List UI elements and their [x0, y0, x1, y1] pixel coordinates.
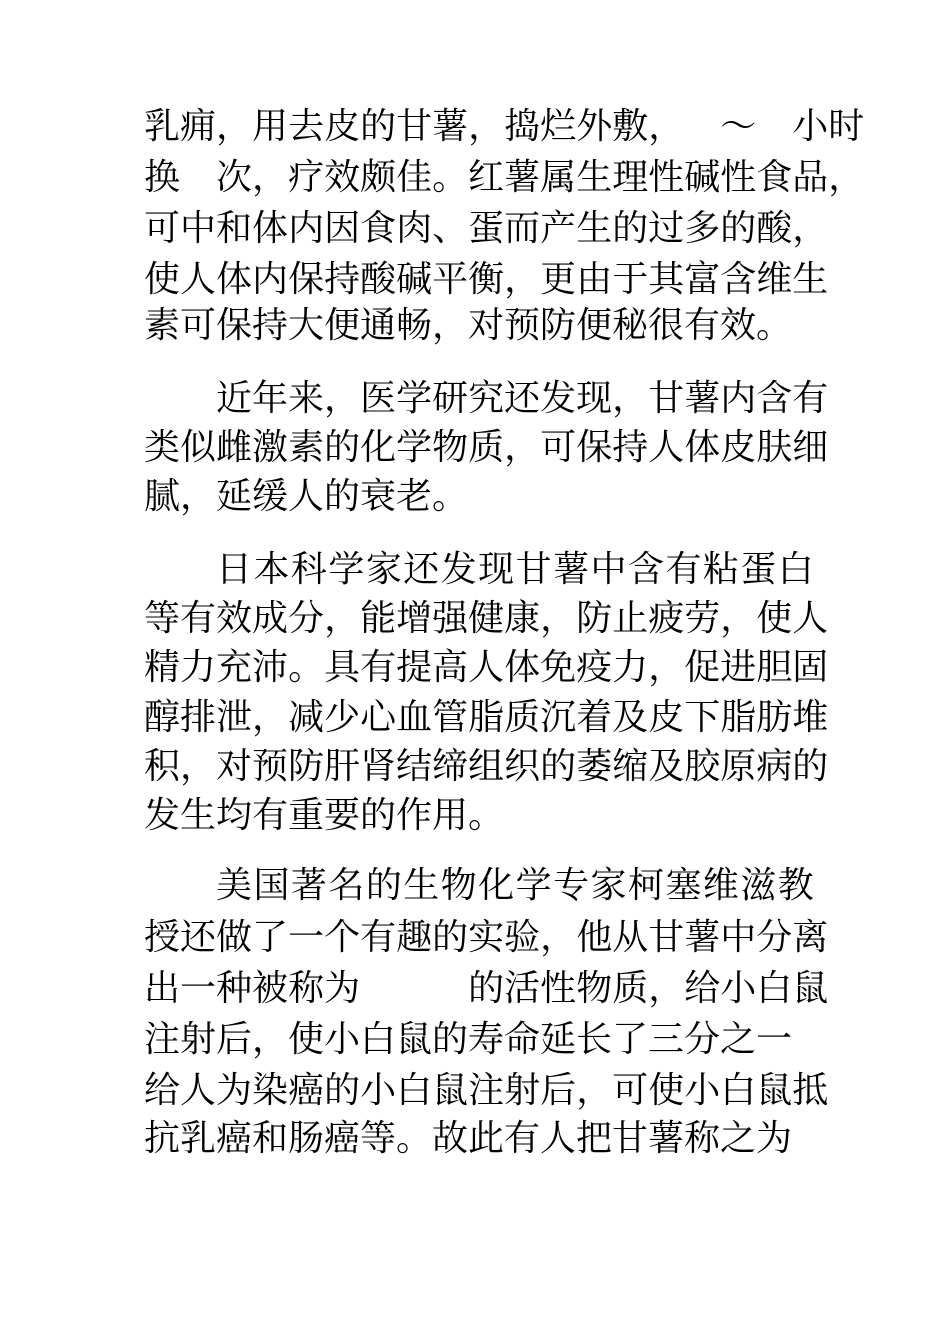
paragraph-1-line-4: 使 人 体 内 保 持 酸 碱 平 衡 ， 更 由 于 其 富 含 维 生: [144, 259, 829, 300]
paragraph-2-line-1: 近 年 来 ， 医 学 研 究 还 发 现 ， 甘 薯 内 含 有: [216, 378, 829, 419]
paragraph-4-line-6: 抗乳癌和肠癌等。故此有人把甘薯称之为: [144, 1118, 793, 1159]
paragraph-3-line-4: 醇 排 泄 ， 减 少 心 血 管 脂 质 沉 着 及 皮 下 脂 肪 堆: [144, 697, 829, 738]
paragraph-4-line-3: 出 一 种 被 称 为 的 活 性 物 质 ， 给 小 白 鼠: [144, 968, 829, 1009]
paragraph-1-line-5: 素可保持大便通畅，对预防便秘很有效。: [144, 305, 793, 346]
paragraph-1-line-2: 换 次 ， 疗 效 颇 佳 。 红 薯 属 生 理 性 碱 性 食 品 ，: [144, 157, 865, 198]
paragraph-1-line-3: 可 中 和 体 内 因 食 肉 、 蛋 而 产 生 的 过 多 的 酸 ，: [144, 208, 829, 249]
paragraph-2-line-2: 类 似 雌 激 素 的 化 学 物 质 ， 可 保 持 人 体 皮 肤 细: [144, 427, 829, 468]
paragraph-4-line-5: 给 人 为 染 癌 的 小 白 鼠 注 射 后 ， 可 使 小 白 鼠 抵: [144, 1070, 829, 1111]
paragraph-2-line-3: 腻，延缓人的衰老。: [144, 476, 469, 517]
paragraph-3-line-6: 发生均有重要的作用。: [144, 795, 505, 836]
paragraph-3-line-5: 积 ， 对 预 防 肝 肾 结 缔 组 织 的 萎 缩 及 胶 原 病 的: [144, 746, 829, 787]
paragraph-4-line-1: 美 国 著 名 的 生 物 化 学 专 家 柯 塞 维 滋 教: [216, 865, 814, 906]
paragraph-4-line-4: 注射后，使小白鼠的寿命延长了三分之一: [144, 1019, 793, 1060]
paragraph-3-line-3: 精 力 充 沛 。 具 有 提 高 人 体 免 疫 力 ， 促 进 胆 固: [144, 647, 829, 688]
paragraph-3-line-1: 日 本 科 学 家 还 发 现 甘 薯 中 含 有 粘 蛋 白: [216, 549, 814, 590]
paragraph-4-line-2: 授 还 做 了 一 个 有 趣 的 实 验 ， 他 从 甘 薯 中 分 离: [144, 917, 829, 958]
paragraph-3-line-2: 等 有 效 成 分 ， 能 增 强 健 康 ， 防 止 疲 劳 ， 使 人: [144, 598, 829, 639]
paragraph-1-line-1: 乳 痈 ， 用 去 皮 的 甘 薯 ， 捣 烂 外 敷 ， ～ 小 时: [144, 106, 865, 147]
